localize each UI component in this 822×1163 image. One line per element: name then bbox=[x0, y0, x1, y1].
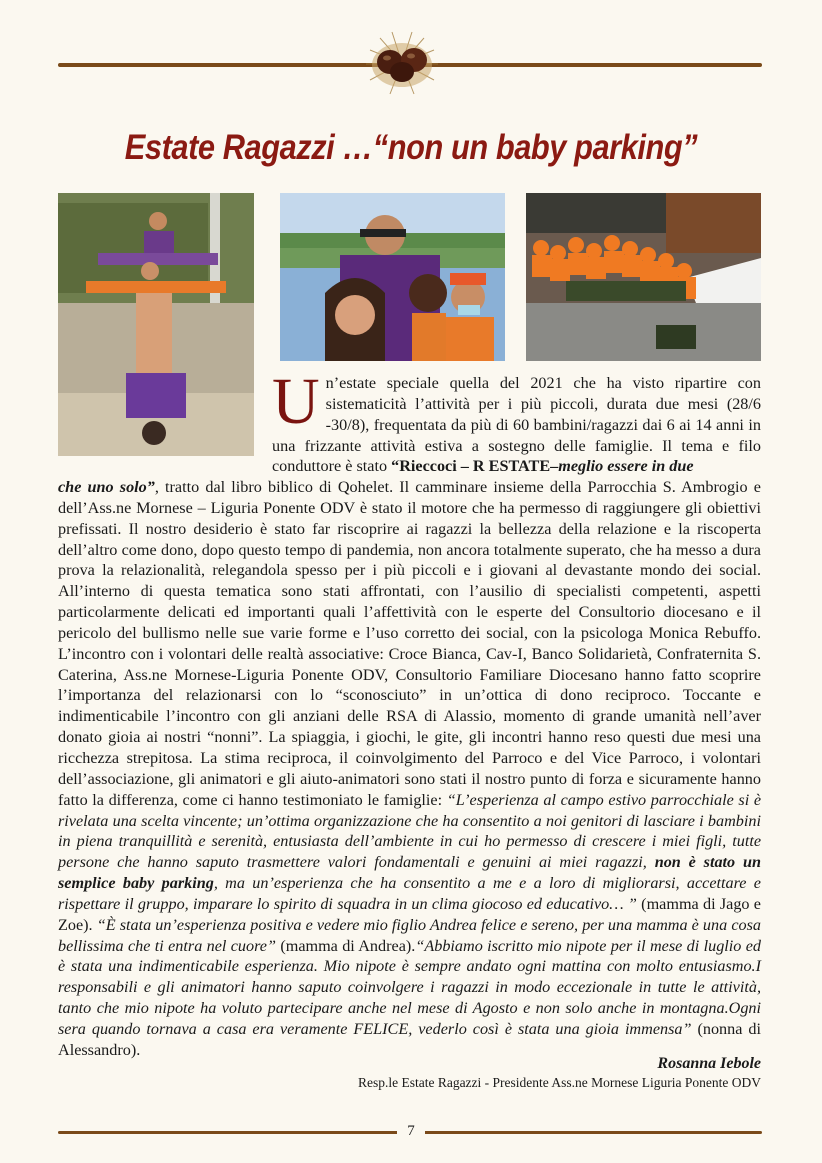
theme-title: “Rieccoci – R ESTATE– bbox=[391, 457, 559, 476]
quote-2: “È stata un’esperienza positiva e vedere mio figlio Andrea felice e sereno, per una mamma è una cosa bellissima che ti entra nel cuore” bbox=[58, 915, 761, 955]
attribution-2: (mamma di Andrea). bbox=[276, 936, 416, 955]
dropcap-letter: U bbox=[272, 365, 320, 438]
body-paragraph: , tratto dal libro biblico di Qohelet. Il camminare insieme della Parrocchia S. Ambrogio e dell’Ass.ne Mornese – Liguria Ponente ODV è stato il motore che ha permesso di raggiungere gli obiettivi prefissati. Il nostro desiderio è stato far riscoprire ai ragazzi la bellezza della relazione e la riscoperta dell’altro come dono, dopo questo tempo di pandemia, non ancora totalmente superato, che ha messo a dura prova la relazionalità, relegandola spesso per i più piccoli e i giovani al devastante mondo dei social. All’interno di questa tematica sono stati affrontati, con l’ausilio di specialisti competenti, aspetti particolarmente delicati ed importanti quali l’affettività con le esperte del Consultorio diocesano e il pericolo del bullismo nelle sue varie forme e l’uso corretto dei social, con la psicologa Monica Rebuffo. L’incontro con i volontari delle realtà associative: Croce Bianca, Cav-I, Banco Solidarietà, Confraternita S. Caterina, Ass.ne Mornese-Liguria Ponente ODV, Consultorio Familiare Diocesano hanno fatto scoprire l’importanza del relazionarsi con lo “sconosciuto” in un’ottica di dono reciproco. Toccante e indimenticabile l’incontro con gli anziani delle RSA di Alassio, momento di grande umanità nell’aver donato gioia ai nostri “nonni”. La spiaggia, i giochi, le gite, gli incontri hanno reso questi due mesi una ricchezza strepitosa. La stima reciproca, il coinvolgimento del Parroco e del Vice Parroco, i volontari dell’associazione, gli animatori e gli aiuto-animatori sono stati il nostro punto di forza e sicuramente hanno fatto la differenza, come ci hanno testimoniato le famiglie: bbox=[58, 478, 761, 809]
page-number: 7 bbox=[397, 1123, 425, 1139]
photo-group-selfie bbox=[280, 193, 505, 361]
theme-italic-a: meglio essere in due bbox=[558, 457, 694, 476]
quote-1a: “L’esperienza al campo estivo parrocchiale si è rivelata una scelta vincente; un’ottima organizzazione che ha consentito a noi genitori di lasciare i bambini in piena tranquillità e serenità, entusiasta dell’ambiente in cui ho permesso di crescere i miei figli, tutte persone che hanno saputo trasmettere valori fondamentali e genuini ai miei ragazzi, bbox=[58, 790, 762, 872]
article-intro bbox=[272, 365, 761, 477]
quote-1-bold: non è stato un semplice baby parking bbox=[58, 853, 762, 893]
photo-kids-orange-shirts bbox=[526, 193, 761, 361]
article-title: Estate Ragazzi …“non un baby parking” bbox=[124, 128, 698, 167]
attribution-3: (nonna di Alessandro). bbox=[58, 1019, 761, 1059]
quote-1b: , ma un’esperienza che ha consentito a me e a loro di migliorarsi, accettare e rispettare il gruppo, imparare lo spirito di squadra in un clima giocoso ed educativo… ” bbox=[58, 874, 761, 913]
theme-italic-b: che uno solo” bbox=[58, 478, 155, 496]
signature-name: Rosanna Iebole bbox=[657, 1055, 761, 1072]
chestnut-icon bbox=[362, 30, 442, 96]
article-body bbox=[58, 477, 761, 1061]
attribution-1: (mamma di Jago e Zoe). bbox=[58, 894, 761, 934]
signature-role: Resp.le Estate Ragazzi - Presidente Ass.ne Mornese Liguria Ponente ODV bbox=[357, 1075, 761, 1090]
intro-text: n’estate speciale quella del 2021 che ha visto ripartire con sistematicità l’attività per i più piccoli, durata due mesi (28/6 -30/8), frequentata da più di 60 bambini/ragazzi dai 6 ai 14 anni in una frizzante attività estiva a sostegno delle famiglie. Il tema e filo conduttore è stato bbox=[272, 374, 761, 476]
quote-3: “Abbiamo iscritto mio nipote per il mese di luglio ed è stata una indimenticabile esperienza. Mio nipote è sempre andato ogni mattina con molto entusiasmo.I responsabili e gli animatori hanno saputo coinvolgere i ragazzi in modo eccezionale in tutte le attività, tanto che mio nipote ha voluto partecipare anche nel mese di Agosto e non solo anche in montagna.Ogni sera quando tornava a casa era veramente FELICE, vederlo così è stata una gioia immensa” bbox=[58, 936, 762, 1038]
photo-human-pyramid bbox=[58, 193, 254, 456]
